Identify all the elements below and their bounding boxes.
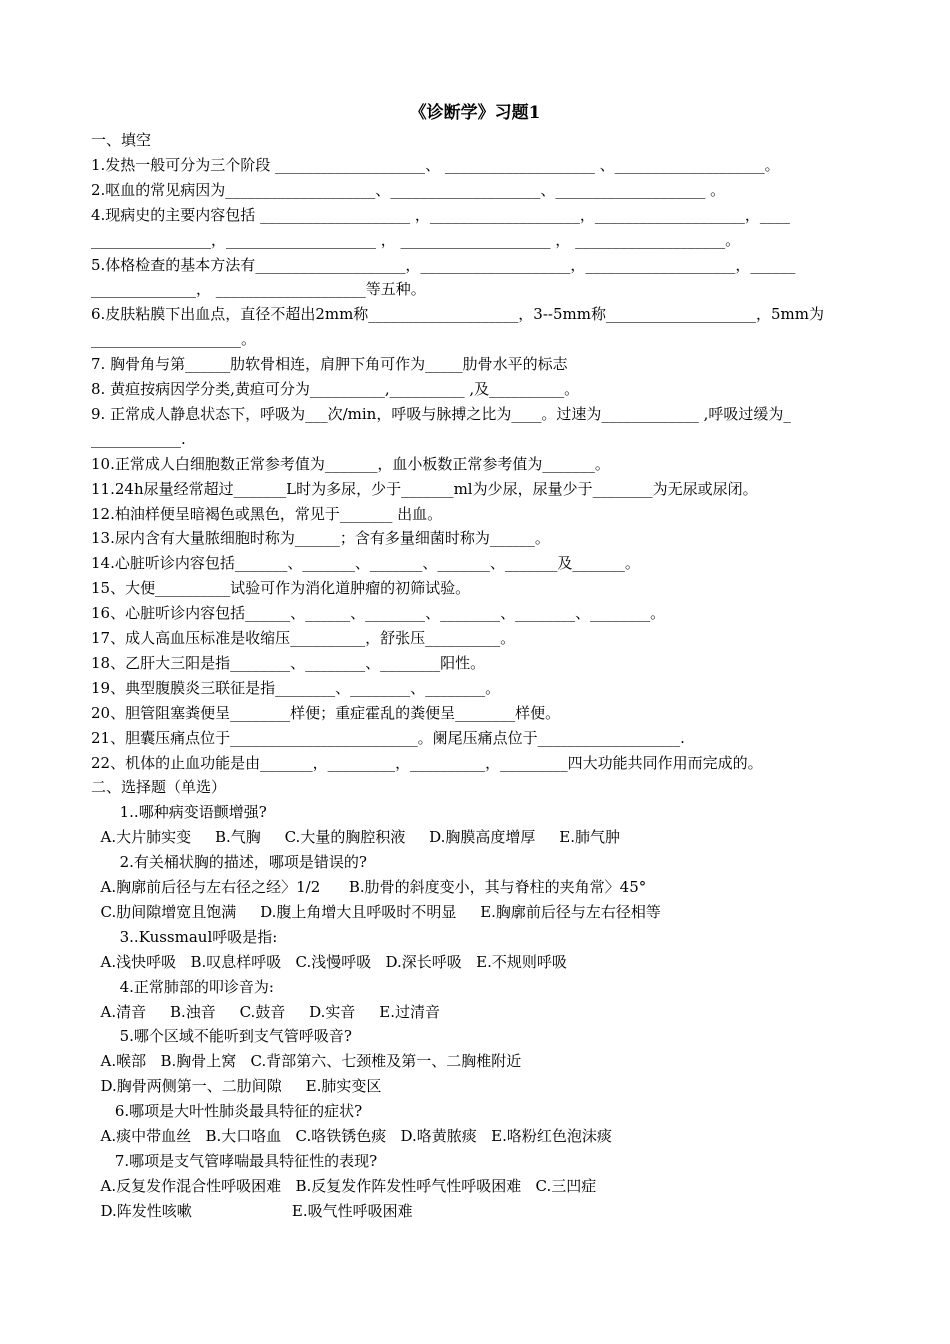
document-title: 《诊断学》习题1 xyxy=(409,103,541,123)
text-line: 21、胆囊压痛点位于_________________________。阑尾压痛点位于___________________. xyxy=(91,728,685,747)
text-line: 15、大便__________试验可作为消化道肿瘤的初筛试验。 xyxy=(91,579,471,598)
text-line: ________________，____________________ ， ____________________ ， ____________________。 xyxy=(91,230,741,249)
text-line: 4.现病史的主要内容包括 ____________________ ，____________________，____________________，____ xyxy=(91,205,790,224)
text-line: 1.发热一般可分为三个阶段 ____________________、 ____________________ 、____________________。 xyxy=(91,155,780,174)
text-line: A.大片肺实变 B.气胸 C.大量的胸腔积液 D.胸膜高度增厚 E.肺气肿 xyxy=(91,828,620,847)
text-line: A.痰中带血丝 B.大口咯血 C.咯铁锈色痰 D.咯黄脓痰 E.咯粉红色泡沫痰 xyxy=(91,1127,612,1145)
text-line: ______________， ____________________等五种。 xyxy=(91,280,426,299)
text-line: 5.哪个区域不能听到支气管呼吸音? xyxy=(91,1027,352,1046)
text-line: 2.呕血的常见病因为____________________、____________________、____________________ 。 xyxy=(91,180,726,199)
text-line: 4.正常肺部的叩诊音为: xyxy=(91,977,274,996)
text-line: 20、胆管阻塞粪便呈________样便；重症霍乱的粪便呈________样便。 xyxy=(91,703,561,722)
text-line: 5.体格检查的基本方法有____________________，____________________，____________________，______ xyxy=(91,255,796,274)
text-line: 3..Kussmaul呼吸是指: xyxy=(91,927,278,946)
text-line: 一、填空 xyxy=(91,131,152,149)
text-line: 19、典型腹膜炎三联征是指________、________、________。 xyxy=(91,678,501,697)
text-line: A.反复发作混合性呼吸困难 B.反复发作阵发性呼气性呼吸困难 C.三凹症 xyxy=(91,1176,597,1195)
text-line: D.胸骨两侧第一、二肋间隙 E.肺实变区 xyxy=(91,1077,382,1096)
text-line: 14.心脏听诊内容包括_______、_______、_______、_______、_______及_______。 xyxy=(91,554,640,573)
text-line: A.喉部 B.胸骨上窝 C.背部第六、七颈椎及第一、二胸椎附近 xyxy=(91,1052,522,1071)
text-line: 7. 胸骨角与第______肋软骨相连，肩胛下角可作为_____肋骨水平的标志 xyxy=(91,355,568,374)
text-line: A.胸廓前后径与左右径之经〉1/2 B.肋骨的斜度变小，其与脊柱的夹角常〉45° xyxy=(91,878,647,896)
text-line: 11.24h尿量经常超过_______L时为多尿，少于_______ml为少尿，尿量少于________为无尿或尿闭。 xyxy=(91,479,758,498)
text-line: 10.正常成人白细胞数正常参考值为_______，血小板数正常参考值为_______。 xyxy=(91,454,610,473)
text-line: C.肋间隙增宽且饱满 D.腹上角增大且呼吸时不明显 E.胸廓前后径与左右径相等 xyxy=(91,902,661,921)
text-line: 9. 正常成人静息状态下，呼吸为___次/min，呼吸与脉搏之比为____。过速为_____________ ,呼吸过缓为_ xyxy=(91,404,791,423)
text-line: 13.尿内含有大量脓细胞时称为______；含有多量细菌时称为______。 xyxy=(91,529,550,548)
text-line: 7.哪项是支气管哮喘最具特征性的表现? xyxy=(91,1151,378,1170)
text-line: 二、选择题（单选） xyxy=(91,778,227,797)
text-line: A.清音 B.浊音 C.鼓音 D.实音 E.过清音 xyxy=(91,1002,440,1021)
text-line: 18、乙肝大三阳是指________、________、________阳性。 xyxy=(91,653,486,672)
text-line: 6.哪项是大叶性肺炎最具特征的症状? xyxy=(91,1102,363,1121)
text-line: 12.柏油样便呈暗褐色或黑色，常见于_______ 出血。 xyxy=(91,504,443,523)
text-line: ____________________。 xyxy=(91,330,257,349)
text-line: 8. 黄疸按病因学分类,黄疸可分为__________,__________ ,及__________。 xyxy=(91,380,580,398)
text-line: D.阵发性咳嗽 E.吸气性呼吸困难 xyxy=(91,1201,413,1220)
text-line: 2.有关桶状胸的描述，哪项是错误的? xyxy=(91,853,367,872)
text-line: 1..哪种病变语颤增强? xyxy=(91,803,267,822)
text-line: ____________. xyxy=(91,429,186,448)
text-line: A.浅快呼吸 B.叹息样呼吸 C.浅慢呼吸 D.深长呼吸 E.不规则呼吸 xyxy=(91,952,567,971)
text-line: 16、心脏听诊内容包括______、______、________、________、________、________。 xyxy=(91,604,666,623)
text-line: 6.皮肤粘膜下出血点，直径不超出2mm称____________________，3--5mm称____________________，5mm为 xyxy=(91,305,824,324)
text-line: 17、成人高血压标准是收缩压__________，舒张压__________。 xyxy=(91,629,516,647)
text-line: 22、机体的止血功能是由_______，_________，__________，_________四大功能共同作用而完成的。 xyxy=(91,753,763,772)
